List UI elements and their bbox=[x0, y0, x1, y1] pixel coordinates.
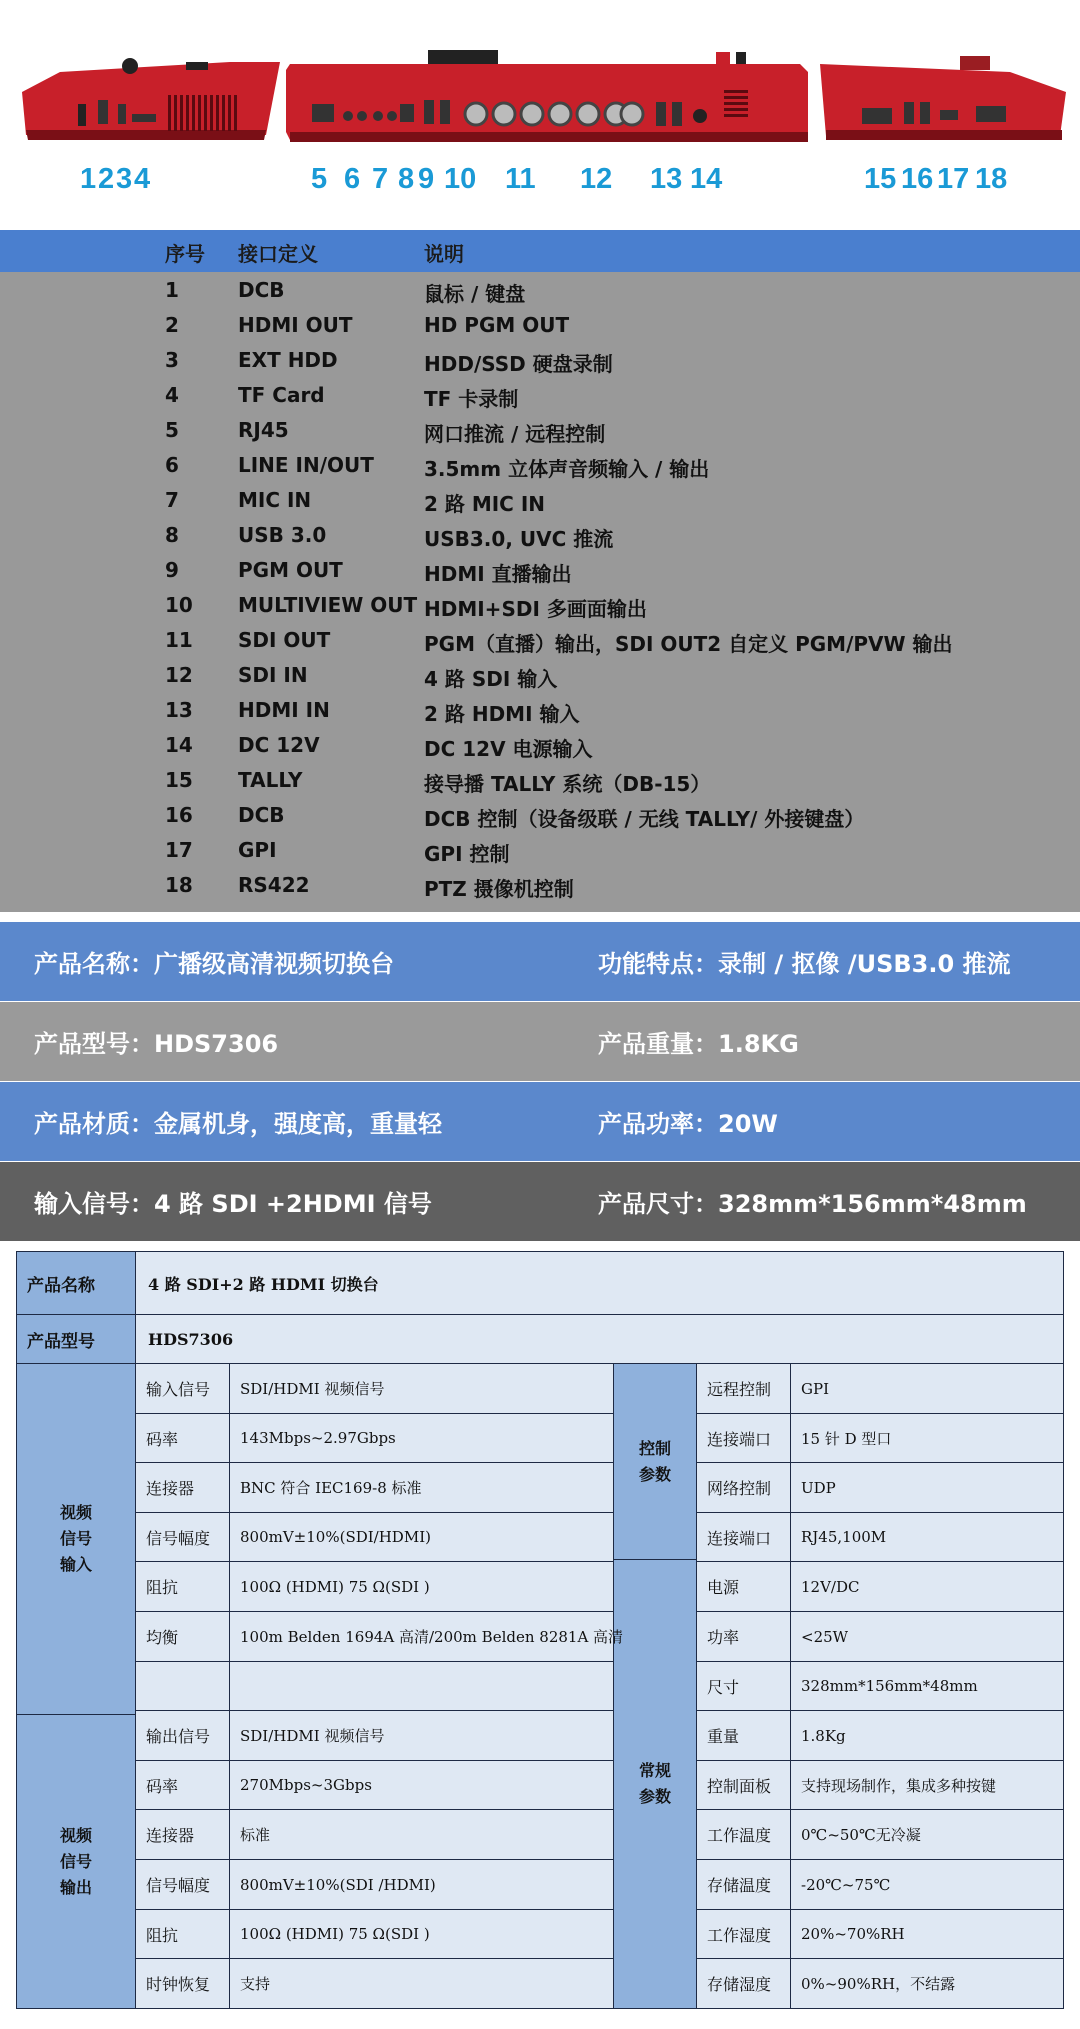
port-row bbox=[0, 657, 1080, 692]
port-row bbox=[0, 447, 1080, 482]
port-row bbox=[0, 482, 1080, 517]
port-number: 6 bbox=[165, 453, 179, 477]
spec-param-name: 时钟恢复 bbox=[135, 1958, 230, 2009]
port-number-label: 11 bbox=[505, 163, 536, 195]
port-row bbox=[0, 517, 1080, 552]
left-side-panel bbox=[22, 58, 280, 140]
spec-param-value: 1.8Kg bbox=[790, 1710, 1064, 1761]
spec-param-name: 连接端口 bbox=[696, 1413, 791, 1463]
spec-param-value: SDI/HDMI 视频信号 bbox=[229, 1710, 614, 1761]
port-name: USB 3.0 bbox=[238, 523, 327, 547]
port-description: HDMI+SDI 多画面输出 bbox=[424, 597, 647, 621]
spec-param-value: 20%~70%RH bbox=[790, 1909, 1064, 1959]
spec-param-value: 支持 bbox=[229, 1958, 614, 2009]
port-number: 4 bbox=[165, 383, 179, 407]
spec-param-name: 远程控制 bbox=[696, 1363, 791, 1414]
spec-param-name: 工作温度 bbox=[696, 1809, 791, 1860]
port-name: LINE IN/OUT bbox=[238, 453, 374, 477]
port-number: 5 bbox=[165, 418, 179, 442]
port-description: 鼠标 / 键盘 bbox=[424, 282, 526, 306]
port-description: PTZ 摄像机控制 bbox=[424, 877, 574, 901]
video-output-group-label: 视频信号输出 bbox=[16, 1714, 136, 2009]
port-description: 接导播 TALLY 系统（DB-15） bbox=[424, 772, 711, 796]
port-number-label: 17 bbox=[937, 163, 970, 195]
spec-param-value: 15 针 D 型口 bbox=[790, 1413, 1064, 1463]
port-number-label: 16 bbox=[901, 163, 934, 195]
port-number-label: 1 bbox=[80, 163, 97, 195]
port-number: 11 bbox=[165, 628, 193, 652]
port-number-label: 14 bbox=[690, 163, 723, 195]
spec-param-name: 工作湿度 bbox=[696, 1909, 791, 1959]
port-row bbox=[0, 552, 1080, 587]
port-name: HDMI IN bbox=[238, 698, 330, 722]
port-number: 1 bbox=[165, 278, 179, 302]
feature-left-text: 产品型号：HDS7306 bbox=[34, 1030, 279, 1058]
port-number: 12 bbox=[165, 663, 193, 687]
port-name: DC 12V bbox=[238, 733, 320, 757]
feature-left-text: 输入信号：4 路 SDI +2HDMI 信号 bbox=[34, 1190, 432, 1218]
port-number-label: 7 bbox=[372, 163, 389, 195]
port-number-label: 3 bbox=[116, 163, 133, 195]
spec-name-label: 产品名称 bbox=[16, 1251, 136, 1315]
spec-param-value: 0%~90%RH，不结露 bbox=[790, 1958, 1064, 2009]
port-name: GPI bbox=[238, 838, 277, 862]
spec-param-value: BNC 符合 IEC169-8 标准 bbox=[229, 1462, 614, 1513]
spec-param-name: 控制面板 bbox=[696, 1760, 791, 1810]
header-description: 说明 bbox=[424, 242, 464, 266]
spec-param-value: 100Ω (HDMI) 75 Ω(SDI ) bbox=[229, 1909, 614, 1959]
port-row bbox=[0, 587, 1080, 622]
header-number: 序号 bbox=[165, 242, 205, 266]
port-number-label: 8 bbox=[398, 163, 415, 195]
port-row bbox=[0, 727, 1080, 762]
port-name: EXT HDD bbox=[238, 348, 338, 372]
feature-right-text: 功能特点：录制 / 抠像 /USB3.0 推流 bbox=[598, 950, 1011, 978]
port-name: MULTIVIEW OUT bbox=[238, 593, 418, 617]
port-description: HDMI 直播输出 bbox=[424, 562, 572, 586]
spec-param-value: SDI/HDMI 视频信号 bbox=[229, 1363, 614, 1414]
port-table-header bbox=[0, 230, 1080, 272]
spec-param-name: 尺寸 bbox=[696, 1661, 791, 1711]
port-row bbox=[0, 342, 1080, 377]
port-row bbox=[0, 797, 1080, 832]
spec-param-name: 电源 bbox=[696, 1561, 791, 1612]
port-description: DC 12V 电源输入 bbox=[424, 737, 593, 761]
port-number: 9 bbox=[165, 558, 179, 582]
spec-param-value: 100m Belden 1694A 高清/200m Belden 8281A 高清 bbox=[229, 1611, 614, 1662]
spec-param-name: 均衡 bbox=[135, 1611, 230, 1662]
port-name: DCB bbox=[238, 803, 285, 827]
spec-param-value: <25W bbox=[790, 1611, 1064, 1662]
port-number: 14 bbox=[165, 733, 193, 757]
port-name: MIC IN bbox=[238, 488, 312, 512]
spec-param-name: 连接器 bbox=[135, 1462, 230, 1513]
feature-band bbox=[0, 1082, 1080, 1161]
port-row bbox=[0, 832, 1080, 867]
port-row bbox=[0, 307, 1080, 342]
port-number-label: 4 bbox=[134, 163, 151, 195]
port-number-label: 9 bbox=[418, 163, 435, 195]
port-number: 15 bbox=[165, 768, 193, 792]
port-description: 4 路 SDI 输入 bbox=[424, 667, 558, 691]
rear-panel bbox=[286, 50, 808, 142]
spec-param-value: 0℃~50℃无冷凝 bbox=[790, 1809, 1064, 1860]
port-number: 18 bbox=[165, 873, 193, 897]
port-number: 7 bbox=[165, 488, 179, 512]
port-description: 2 路 MIC IN bbox=[424, 492, 546, 516]
spec-param-name: 阻抗 bbox=[135, 1561, 230, 1612]
spec-param-name: 连接器 bbox=[135, 1809, 230, 1860]
port-number: 8 bbox=[165, 523, 179, 547]
port-number-label: 2 bbox=[98, 163, 115, 195]
port-number-label: 5 bbox=[311, 163, 328, 195]
port-number-label: 6 bbox=[344, 163, 361, 195]
port-description: 2 路 HDMI 输入 bbox=[424, 702, 580, 726]
spec-param-value: 143Mbps~2.97Gbps bbox=[229, 1413, 614, 1463]
port-row bbox=[0, 867, 1080, 902]
port-number-label: 15 bbox=[864, 163, 897, 195]
port-description: PGM（直播）输出，SDI OUT2 自定义 PGM/PVW 输出 bbox=[424, 632, 953, 656]
port-number: 3 bbox=[165, 348, 179, 372]
general-params-group-label: 常规参数 bbox=[613, 1559, 697, 2009]
feature-left-text: 产品材质：金属机身，强度高，重量轻 bbox=[34, 1110, 442, 1138]
control-params-group-label: 控制参数 bbox=[613, 1363, 697, 1560]
port-number: 10 bbox=[165, 593, 193, 617]
spec-param-value: 标准 bbox=[229, 1809, 614, 1860]
feature-band bbox=[0, 1002, 1080, 1081]
port-definition-table bbox=[0, 230, 1080, 912]
feature-left-text: 产品名称：广播级高清视频切换台 bbox=[34, 950, 394, 978]
port-number-label: 10 bbox=[444, 163, 477, 195]
spec-param-name: 存储温度 bbox=[696, 1859, 791, 1910]
spec-param-value: -20℃~75℃ bbox=[790, 1859, 1064, 1910]
spec-param-value: RJ45,100M bbox=[790, 1512, 1064, 1562]
port-description: DCB 控制（设备级联 / 无线 TALLY/ 外接键盘） bbox=[424, 807, 865, 831]
spec-param-value: 12V/DC bbox=[790, 1561, 1064, 1612]
feature-band bbox=[0, 1162, 1080, 1241]
video-input-group-label: 视频信号输入 bbox=[16, 1363, 136, 1715]
port-number: 2 bbox=[165, 313, 179, 337]
spec-param-value: 270Mbps~3Gbps bbox=[229, 1760, 614, 1810]
spec-model-value: HDS7306 bbox=[135, 1314, 1064, 1364]
port-name: RS422 bbox=[238, 873, 310, 897]
port-number-label: 18 bbox=[975, 163, 1008, 195]
port-name: DCB bbox=[238, 278, 285, 302]
spec-param-name: 码率 bbox=[135, 1413, 230, 1463]
spec-param-value bbox=[229, 1661, 614, 1711]
feature-right-text: 产品尺寸：328mm*156mm*48mm bbox=[598, 1190, 1027, 1218]
spec-param-value: 800mV±10%(SDI/HDMI) bbox=[229, 1512, 614, 1562]
spec-name-value: 4 路 SDI+2 路 HDMI 切换台 bbox=[135, 1251, 1064, 1315]
port-row bbox=[0, 272, 1080, 307]
spec-param-name: 输出信号 bbox=[135, 1710, 230, 1761]
spec-param-name: 连接端口 bbox=[696, 1512, 791, 1562]
spec-param-name: 阻抗 bbox=[135, 1909, 230, 1959]
spec-param-name: 输入信号 bbox=[135, 1363, 230, 1414]
spec-param-name: 功率 bbox=[696, 1611, 791, 1662]
spec-table bbox=[16, 1251, 1064, 2007]
spec-param-name: 存储湿度 bbox=[696, 1958, 791, 2009]
port-number: 17 bbox=[165, 838, 193, 862]
spec-param-value: 支持现场制作，集成多种按键 bbox=[790, 1760, 1064, 1810]
spec-param-name: 信号幅度 bbox=[135, 1859, 230, 1910]
port-description: USB3.0, UVC 推流 bbox=[424, 527, 614, 551]
spec-param-name: 网络控制 bbox=[696, 1462, 791, 1513]
port-name: SDI OUT bbox=[238, 628, 331, 652]
spec-param-value: 100Ω (HDMI) 75 Ω(SDI ) bbox=[229, 1561, 614, 1612]
spec-model-label: 产品型号 bbox=[16, 1314, 136, 1364]
spec-param-name: 码率 bbox=[135, 1760, 230, 1810]
port-name: RJ45 bbox=[238, 418, 289, 442]
port-name: SDI IN bbox=[238, 663, 308, 687]
spec-param-name: 重量 bbox=[696, 1710, 791, 1761]
spec-param-value: UDP bbox=[790, 1462, 1064, 1513]
port-description: TF 卡录制 bbox=[424, 387, 519, 411]
header-port-name: 接口定义 bbox=[238, 242, 318, 266]
spec-param-name bbox=[135, 1661, 230, 1711]
device-illustration bbox=[0, 0, 1080, 230]
port-row bbox=[0, 622, 1080, 657]
feature-right-text: 产品重量：1.8KG bbox=[598, 1030, 799, 1058]
feature-right-text: 产品功率：20W bbox=[598, 1110, 778, 1138]
feature-band bbox=[0, 922, 1080, 1001]
port-number: 16 bbox=[165, 803, 193, 827]
port-name: TF Card bbox=[238, 383, 325, 407]
port-description: GPI 控制 bbox=[424, 842, 510, 866]
port-number: 13 bbox=[165, 698, 193, 722]
port-row bbox=[0, 762, 1080, 797]
port-name: HDMI OUT bbox=[238, 313, 353, 337]
port-name: PGM OUT bbox=[238, 558, 343, 582]
port-description: HD PGM OUT bbox=[424, 313, 570, 337]
port-row bbox=[0, 377, 1080, 412]
spec-param-value: GPI bbox=[790, 1363, 1064, 1414]
spec-param-name: 信号幅度 bbox=[135, 1512, 230, 1562]
port-name: TALLY bbox=[238, 768, 303, 792]
port-number-label: 13 bbox=[650, 163, 683, 195]
port-row bbox=[0, 412, 1080, 447]
port-description: HDD/SSD 硬盘录制 bbox=[424, 352, 613, 376]
port-row bbox=[0, 692, 1080, 727]
right-side-panel bbox=[820, 56, 1066, 140]
port-description: 3.5mm 立体声音频输入 / 输出 bbox=[424, 457, 710, 481]
port-description: 网口推流 / 远程控制 bbox=[424, 422, 606, 446]
spec-param-value: 800mV±10%(SDI /HDMI) bbox=[229, 1859, 614, 1910]
port-number-label: 12 bbox=[580, 163, 613, 195]
spec-param-value: 328mm*156mm*48mm bbox=[790, 1661, 1064, 1711]
